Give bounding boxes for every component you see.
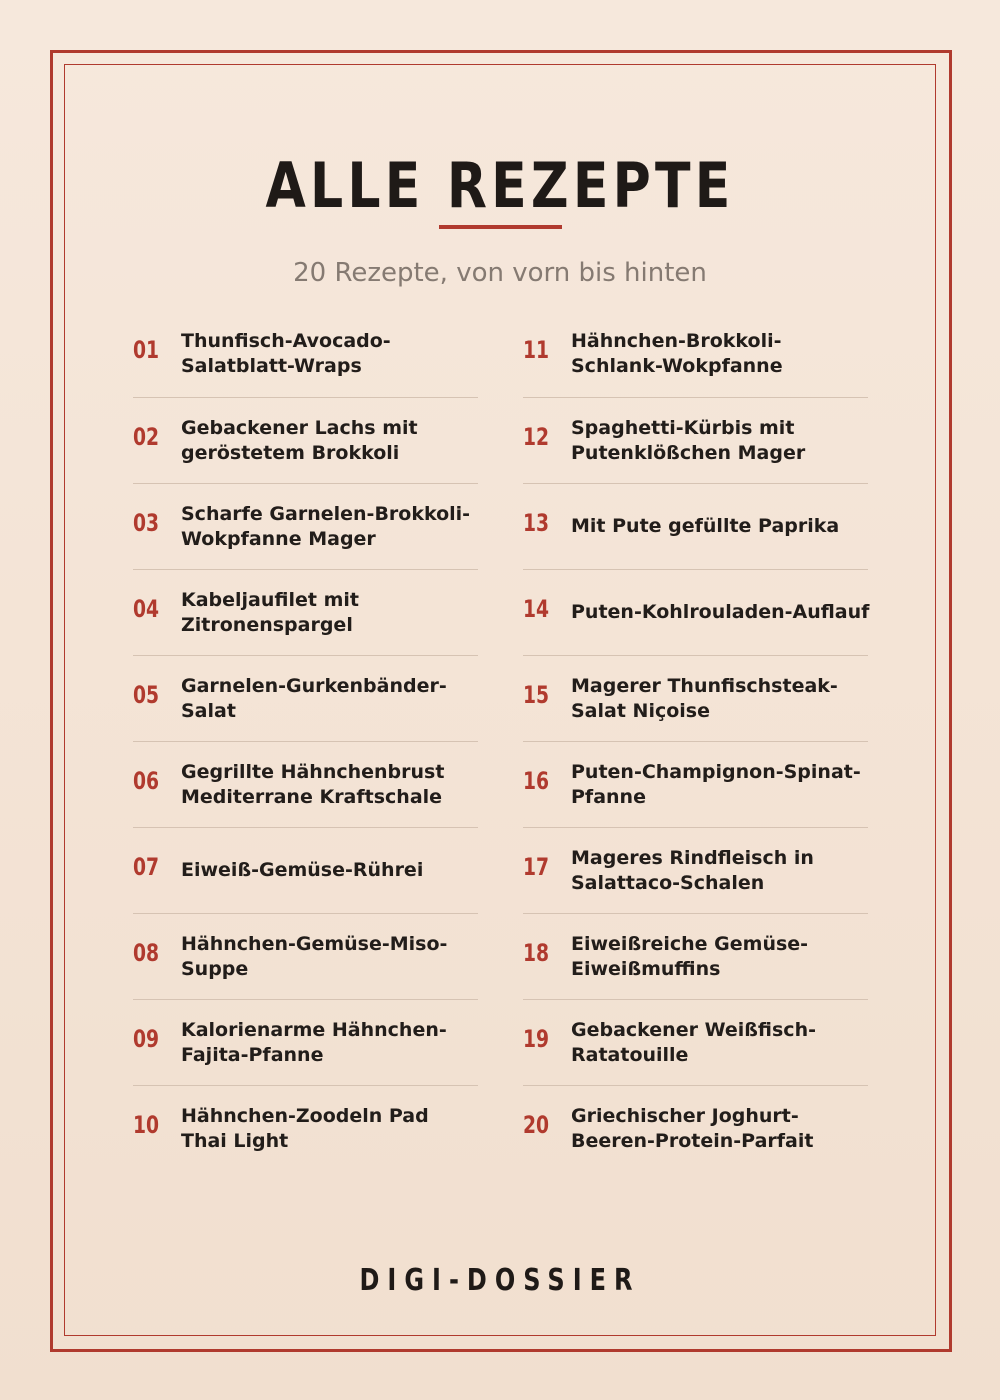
recipe-number: 17: [523, 853, 550, 881]
recipe-name: Eiweißreiche Gemüse-Eiweißmuffins: [571, 932, 809, 980]
recipe-item: [523, 913, 868, 999]
recipe-item: [523, 999, 868, 1085]
recipe-item: [133, 999, 478, 1085]
recipe-item: [133, 913, 478, 999]
recipe-item: [523, 569, 868, 655]
recipe-number: 10: [133, 1111, 160, 1139]
recipe-item: [523, 827, 868, 913]
page-subtitle: 20 Rezepte, von vorn bis hinten: [293, 258, 707, 288]
recipe-name: Kabeljaufilet mit Zitronenspargel: [181, 588, 359, 636]
recipe-name: Eiweiß-Gemüse-Rührei: [181, 859, 424, 882]
recipe-number: 13: [523, 509, 550, 537]
recipe-name: Griechischer Joghurt-Beeren-Protein-Parfait: [571, 1104, 814, 1152]
recipe-name: Thunfisch-Avocado-Salatblatt-Wraps: [181, 329, 391, 377]
recipe-number: 14: [523, 595, 550, 623]
recipe-number: 16: [523, 767, 550, 795]
recipe-name: Hähnchen-Gemüse-Miso-Suppe: [181, 932, 448, 980]
recipe-number: 08: [133, 939, 160, 967]
recipe-number: 01: [133, 336, 160, 364]
recipe-number: 05: [133, 681, 160, 709]
footer-brand: DIGI-DOSSIER: [359, 1263, 641, 1298]
recipe-name: Spaghetti-Kürbis mit Putenklößchen Mager: [571, 416, 806, 464]
recipe-name: Gebackener Lachs mit geröstetem Brokkoli: [181, 416, 418, 464]
recipe-name: Hähnchen-Zoodeln Pad Thai Light: [181, 1104, 429, 1152]
recipe-column-right: [523, 311, 868, 1171]
recipe-item: [133, 741, 478, 827]
recipe-item: [523, 397, 868, 483]
recipe-item: [133, 1085, 478, 1171]
recipe-number: 02: [133, 423, 160, 451]
recipe-item: [523, 741, 868, 827]
recipe-number: 20: [523, 1111, 550, 1139]
recipe-name: Garnelen-Gurkenbänder-Salat: [181, 674, 447, 722]
recipe-item: [523, 1085, 868, 1171]
recipe-name: Kalorienarme Hähnchen-Fajita-Pfanne: [181, 1018, 447, 1066]
recipe-number: 09: [133, 1025, 160, 1053]
recipe-name: Puten-Champignon-Spinat-Pfanne: [571, 760, 861, 808]
recipe-name: Mit Pute gefüllte Paprika: [571, 515, 840, 538]
recipe-number: 18: [523, 939, 550, 967]
recipe-name: Hähnchen-Brokkoli-Schlank-Wokpfanne: [571, 329, 783, 377]
recipe-number: 11: [523, 336, 550, 364]
recipe-item: [523, 483, 868, 569]
recipe-item: [523, 655, 868, 741]
recipe-item: [133, 827, 478, 913]
recipe-number: 06: [133, 767, 160, 795]
recipe-column-left: [133, 311, 478, 1171]
title-underline: [439, 225, 562, 229]
recipe-item: [133, 569, 478, 655]
recipe-name: Mageres Rindfleisch in Salattaco-Schalen: [571, 846, 814, 894]
recipe-number: 04: [133, 595, 160, 623]
recipe-number: 15: [523, 681, 550, 709]
recipe-item: [523, 311, 868, 397]
recipe-name: Scharfe Garnelen-Brokkoli-Wokpfanne Mager: [181, 502, 471, 550]
recipe-number: 12: [523, 423, 550, 451]
recipe-item: [133, 397, 478, 483]
recipe-item: [133, 655, 478, 741]
recipe-name: Gebackener Weißfisch-Ratatouille: [571, 1018, 816, 1066]
recipe-number: 19: [523, 1025, 550, 1053]
page-title: ALLE REZEPTE: [265, 149, 735, 222]
recipe-name: Magerer Thunfischsteak-Salat Niçoise: [571, 674, 838, 722]
recipe-name: Puten-Kohlrouladen-Auflauf: [571, 601, 870, 624]
recipe-number: 03: [133, 509, 160, 537]
recipe-name: Gegrillte Hähnchenbrust Mediterrane Kraftschale: [181, 760, 445, 808]
recipe-item: [133, 483, 478, 569]
recipe-item: [133, 311, 478, 397]
recipe-number: 07: [133, 853, 160, 881]
